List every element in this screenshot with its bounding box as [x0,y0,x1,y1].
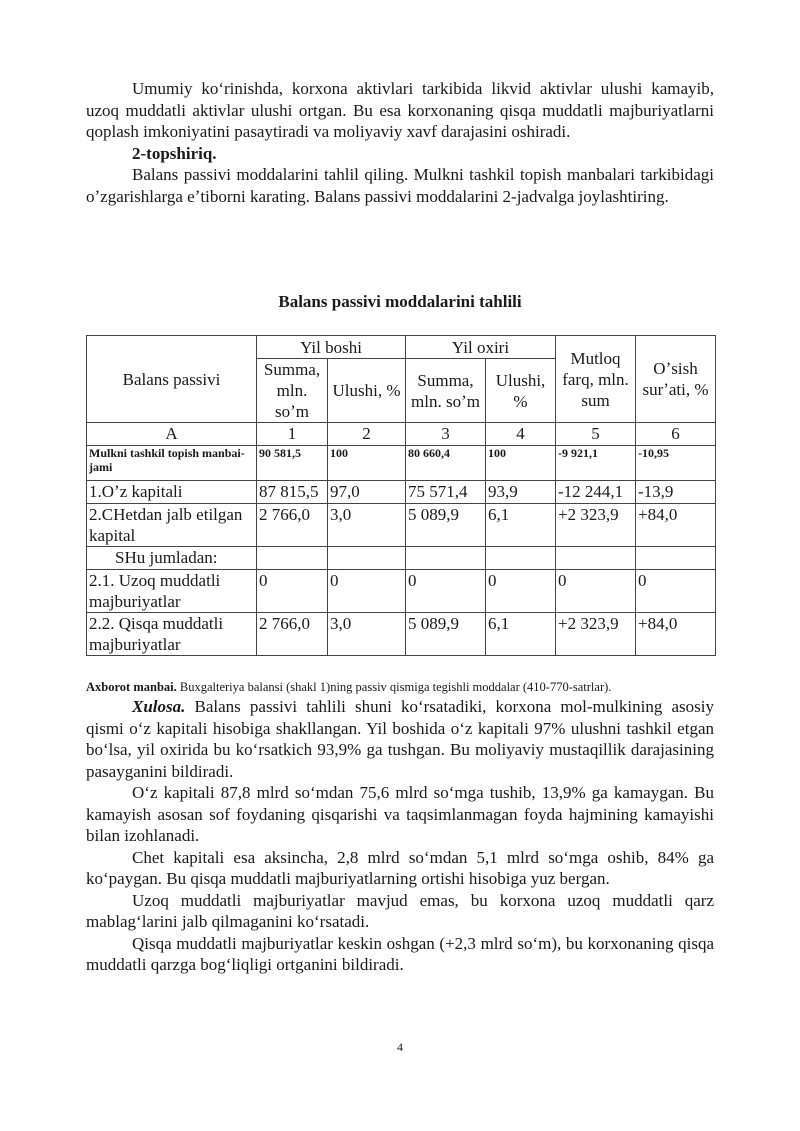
cell-abs-diff: +2 323,9 [556,613,636,656]
cell-sum-start [257,547,328,570]
cell-abs-diff: -12 244,1 [556,481,636,504]
row-label: 2.2. Qisqa muddatli majburiyatlar [87,613,257,656]
row-label: 1.Oʼz kapitali [87,481,257,504]
table-row [87,547,716,570]
conclusion-block [86,696,714,976]
intro-paragraph: Umumiy koʻrinishda, korxona aktivlari tarkibida likvid aktivlar ulushi kamayib, uzoq muddatli aktivlar ulushi ortgan. Bu esa korxonaning qisqa muddatli majburiyatlarni qoplash imkoniyatini pasaytiradi va moliyaviy xavf darajasini oshiradi. [86,79,714,141]
header-sum-end: Summa, mln. soʼm [406,359,486,423]
cell-share-start: 0 [328,570,406,613]
cell-sum-start: 2 766,0 [257,504,328,547]
cell-abs-diff: 0 [556,570,636,613]
cell-sum-start: 87 815,5 [257,481,328,504]
table-title: Balans passivi moddalarini tahlili [278,292,522,311]
source-text: Buxgalteriya balansi (shakl 1)ning passiv qismiga tegishli moddalar (410-770-satrlar). [176,680,612,694]
table-row-total [87,446,716,481]
cell-share-start: 97,0 [328,481,406,504]
cell-growth: +84,0 [636,504,716,547]
task-heading: 2-topshiriq. [132,143,217,163]
conclusion-paragraph-2: Oʻz kapitali 87,8 mlrd soʻmdan 75,6 mlrd soʻmga tushib, 13,9% ga kamaygan. Bu kamayish asosan sof foydaning qisqarishi va taqsimlanmagan foyda hajmining kamayishi bilan izohlanadi. [86,783,714,845]
cell-share-end: 93,9 [486,481,556,504]
row-label: SHu jumladan: [87,547,257,570]
cell-growth: +84,0 [636,613,716,656]
index-cell: A [87,423,257,446]
index-cell: 4 [486,423,556,446]
intro-block [86,78,714,207]
cell-share-end: 0 [486,570,556,613]
header-share-start: Ulushi, % [328,359,406,423]
table-row [87,570,716,613]
cell-share-end [486,547,556,570]
cell-growth: -10,95 [636,446,716,481]
cell-share-start: 3,0 [328,613,406,656]
cell-abs-diff: +2 323,9 [556,504,636,547]
header-share-end: Ulushi, % [486,359,556,423]
cell-growth: -13,9 [636,481,716,504]
header-absolute-diff: Mutloq farq, mln. sum [556,336,636,423]
source-label: Axborot manbai. [86,680,177,694]
cell-abs-diff: -9 921,1 [556,446,636,481]
header-growth-rate: Oʼsish surʼati, % [636,336,716,423]
cell-sum-end: 5 089,9 [406,613,486,656]
cell-sum-end: 75 571,4 [406,481,486,504]
table-row [87,613,716,656]
cell-share-start: 3,0 [328,504,406,547]
header-balance-item: Balans passivi [87,336,257,423]
cell-share-start [328,547,406,570]
header-row-1 [87,336,716,359]
index-row [87,423,716,446]
cell-share-end: 6,1 [486,613,556,656]
cell-sum-end: 0 [406,570,486,613]
index-cell: 1 [257,423,328,446]
row-label: 2.CHetdan jalb etilgan kapital [87,504,257,547]
cell-share-end: 100 [486,446,556,481]
cell-sum-start: 2 766,0 [257,613,328,656]
conclusion-paragraph-1 [86,696,714,782]
conclusion-paragraph-5: Qisqa muddatli majburiyatlar keskin oshgan (+2,3 mlrd soʻm), bu korxonaning qisqa muddatli qarzga bogʻliqligi ortganini bildiradi. [86,933,714,974]
table-row [87,504,716,547]
cell-abs-diff [556,547,636,570]
conclusion-text-1: Balans passivi tahlili shuni koʻrsatadiki, korxona mol-mulkining asosiy qismi oʻz kapitali hisobiga shakllangan. Yil boshida oʻz kapitali 97% ulushni tashkil etgan boʻlsa, yil oxirida bu koʻrsatkich 93,9% ga tushgan. Bu moliyaviy mustaqillik darajasining pasayganini bildiradi. [86,697,714,781]
conclusion-paragraph-4: Uzoq muddatli majburiyatlar mavjud emas, bu korxona uzoq muddatli qarz mablagʻlarini jalb qilmaganini koʻrsatadi. [86,890,714,931]
cell-sum-start: 0 [257,570,328,613]
table-row [87,481,716,504]
cell-growth [636,547,716,570]
cell-sum-start: 90 581,5 [257,446,328,481]
header-sum-start: Summa, mln. soʼm [257,359,328,423]
cell-share-start: 100 [328,446,406,481]
header-year-start: Yil boshi [257,336,406,359]
task-paragraph: Balans passivi moddalarini tahlil qiling. Mulkni tashkil topish manbalari tarkibidagi oʼzgarishlarga eʼtiborni karating. Balans passivi moddalarini 2-jadvalga joylashtiring. [86,165,714,206]
cell-sum-end: 5 089,9 [406,504,486,547]
header-year-end: Yil oxiri [406,336,556,359]
source-note [86,680,726,695]
cell-share-end: 6,1 [486,504,556,547]
index-cell: 2 [328,423,406,446]
index-cell: 5 [556,423,636,446]
balance-table [86,335,716,656]
cell-growth: 0 [636,570,716,613]
cell-sum-end [406,547,486,570]
index-cell: 3 [406,423,486,446]
cell-sum-end: 80 660,4 [406,446,486,481]
page-number: 4 [397,1040,403,1054]
row-label: Mulkni tashkil topish manbai-jami [87,446,257,481]
conclusion-lead: Xulosa. [132,697,186,716]
index-cell: 6 [636,423,716,446]
row-label: 2.1. Uzoq muddatli majburiyatlar [87,570,257,613]
conclusion-paragraph-3: Chet kapitali esa aksincha, 2,8 mlrd soʻmdan 5,1 mlrd soʻmga oshib, 84% ga koʻpaygan. Bu qisqa muddatli majburiyatlarning ortishi hisobiga yuz bergan. [86,847,714,888]
